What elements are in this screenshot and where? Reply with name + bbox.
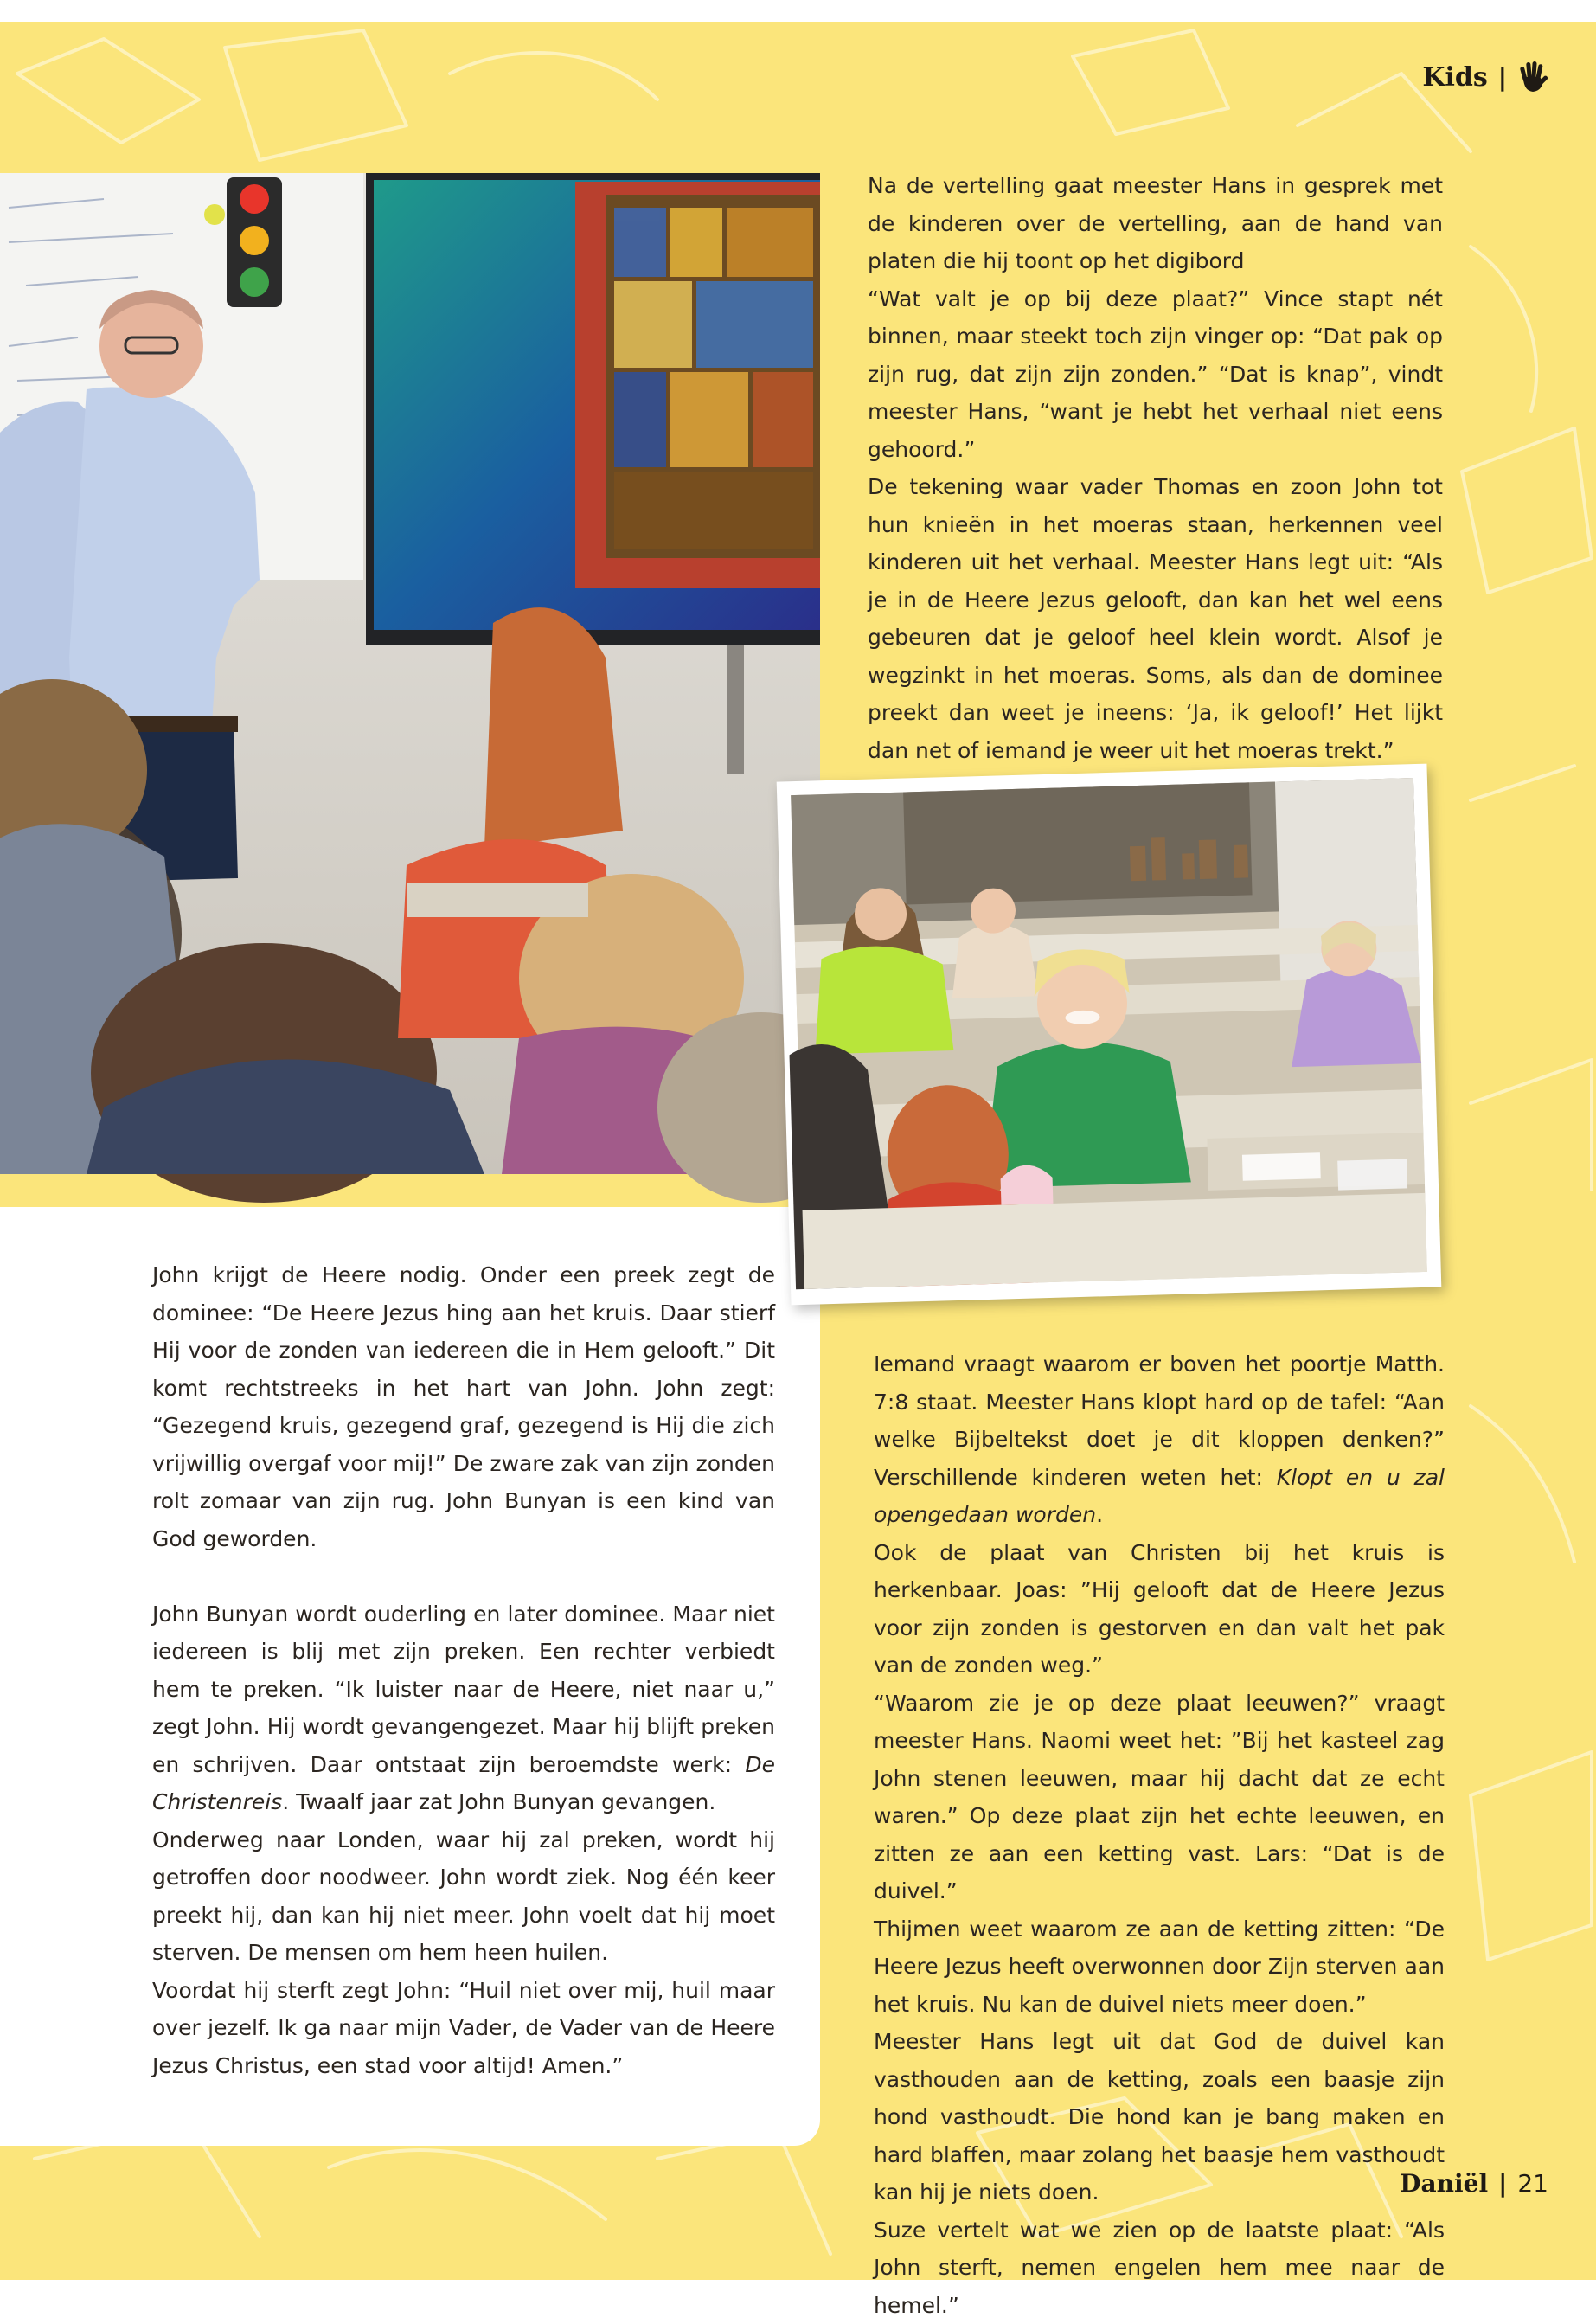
paragraph: Ook de plaat van Christen bij het kruis is herkenbaar. Joas: ”Hij gelooft dat de Heere Jezus voor zijn zonden is gestorven en dan valt het pak van de zonden weg.” bbox=[874, 1534, 1445, 1685]
paragraph: “Wat valt je op bij deze plaat?” Vince stapt nét binnen, maar steekt toch zijn vinger op: “Dat pak op zijn rug, dat zijn zijn zonden.” “Dat is knap”, vindt meester Hans, “want je hebt het verhaal niet eens gehoord.” bbox=[868, 280, 1443, 469]
paragraph: Meester Hans legt uit dat God de duivel kan vasthouden aan de ketting, zoals een baasje zijn hond vasthoudt. Die hond kan je bang maken en hard blaffen, maar zolang het baasje hem vasthoudt kan hij je niets doen. bbox=[874, 2023, 1445, 2212]
magazine-page bbox=[0, 22, 1596, 2280]
classroom-photo-pupils bbox=[777, 764, 1442, 1306]
text-run: John Bunyan wordt ouderling en later dominee. Maar niet iedereen is blij met zijn preken. Een rechter verbiedt hem te preken. “Ik luister naar de Heere, niet naar u,” zegt John. Hij wordt gevangengezet. Maar hij blijft preken en schrijven. Daar ontstaat zijn beroemdste werk: bbox=[152, 1602, 775, 1777]
article-column-top bbox=[868, 167, 1443, 769]
paragraph: Onderweg naar Londen, waar hij zal preken, wordt hij getroffen door noodweer. John wordt ziek. Nog één keer preekt hij, dan kan hij niet meer. John voelt dat hij moet sterven. De mensen om hem heen huilen. bbox=[152, 1821, 775, 1972]
paragraph: John krijgt de Heere nodig. Onder een preek zegt de dominee: “De Heere Jezus hing aan het kruis. Daar stierf Hij voor de zonden van iedereen die in Hem gelooft.” Dit komt rechtstreeks in het hart van John. John zegt: “Gezegend kruis, gezegend graf, gezegend is Hij die zich vrijwillig overgaf voor mij!” De zware zak van zijn zonden rolt zomaar van zijn rug. John Bunyan is een kind van God geworden. bbox=[152, 1256, 775, 1557]
section-header bbox=[1422, 56, 1548, 98]
paragraph bbox=[874, 1345, 1445, 1534]
page-footer bbox=[1400, 2166, 1548, 2200]
article-column-left bbox=[152, 1256, 775, 2084]
paragraph: Na de vertelling gaat meester Hans in gesprek met de kinderen over de vertelling, aan de hand van platen die hij toont op het digibord bbox=[868, 167, 1443, 280]
magazine-name: Daniël bbox=[1400, 2169, 1488, 2198]
pupils-photo-graphic bbox=[791, 778, 1427, 1289]
bible-quote: Klopt en u zal opengedaan worden bbox=[874, 1465, 1445, 1528]
section-label: Kids bbox=[1422, 62, 1487, 93]
footer-separator: | bbox=[1498, 2169, 1507, 2198]
classroom-photo-graphic bbox=[0, 173, 820, 1174]
paragraph: “Waarom zie je op deze plaat leeuwen?” vraagt meester Hans. Naomi weet het: ”Bij het kasteel zag John stenen leeuwen, maar hij dacht dat ze echt waren.” Op deze plaat zijn het echte leeuwen, en zitten ze aan een ketting vast. Lars: “Dat is de duivel.” bbox=[874, 1685, 1445, 1910]
paragraph: Suze vertelt wat we zien op de laatste plaat: “Als John sterft, nemen engelen hem mee naar de hemel.” bbox=[874, 2212, 1445, 2324]
text-run: . Twaalf jaar zat John Bunyan gevangen. bbox=[282, 1789, 715, 1814]
article-column-right bbox=[874, 1345, 1445, 2324]
paragraph bbox=[152, 1595, 775, 1821]
paragraph: Voordat hij sterft zegt John: “Huil niet over mij, huil maar over jezelf. Ik ga naar mijn Vader, de Vader van de Heere Jezus Christus, een stad voor altijd! Amen.” bbox=[152, 1972, 775, 2085]
header-separator: | bbox=[1498, 63, 1507, 92]
paragraph: De tekening waar vader Thomas en zoon John tot hun knieën in het moeras staan, herkennen veel kinderen uit het verhaal. Meester Hans legt uit: “Als je in de Heere Jezus gelooft, dan kan het wel eens gebeuren dat je geloof heel klein wordt. Alsof je wegzinkt in het moeras. Soms, als dan de dominee preekt dan weet je ineens: ‘Ja, ik geloof!’ Het lijkt dan net of iemand je weer uit het moeras trekt.” bbox=[868, 468, 1443, 769]
classroom-photo-teacher bbox=[0, 173, 820, 1174]
paragraph: Thijmen weet waarom ze aan de ketting zitten: “De Heere Jezus heeft overwonnen door Zijn sterven aan het kruis. Nu kan de duivel niets meer doen.” bbox=[874, 1910, 1445, 2024]
text-run: Iemand vraagt waarom er boven het poortje Matth. 7:8 staat. Meester Hans klopt hard op de tafel: “Aan welke Bijbeltekst doet je dit kloppen denken?” Verschillende kinderen weten het: bbox=[874, 1351, 1445, 1490]
hand-icon bbox=[1517, 60, 1548, 94]
page-number: 21 bbox=[1517, 2169, 1548, 2198]
book-title: De Christenreis bbox=[152, 1752, 775, 1815]
text-run: . bbox=[1096, 1502, 1103, 1527]
